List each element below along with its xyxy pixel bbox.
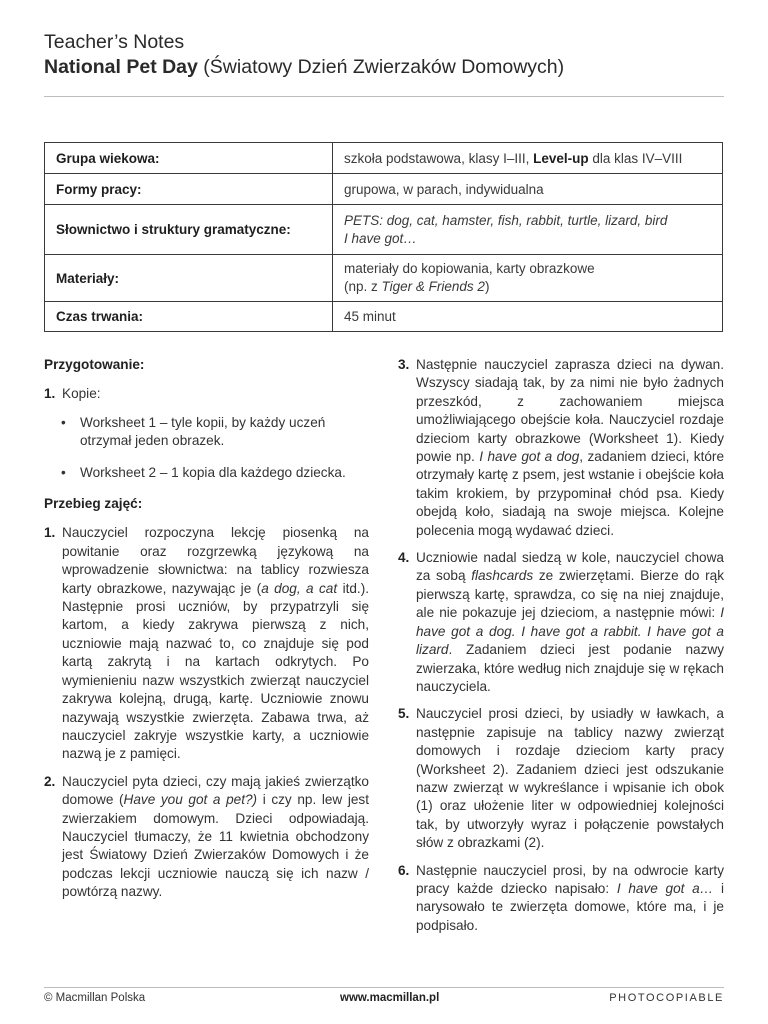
step-text-part: ze zwierzętami. Bierze do rąk pierwszą kartę, sprawdza, co się na niej znajduje, ale nie pokazuje jej dzieciom, a następnie mówi: [416,568,725,621]
step-text [62,525,369,761]
age-value-bold: Level-up [533,150,589,166]
copyright: © Macmillan Polska [44,992,146,1004]
materials-book-title: Tiger & Friends 2 [381,279,485,294]
table-row [45,174,723,205]
step-number: 3. [398,357,410,372]
age-label: Grupa wiekowa: [45,143,333,174]
forms-label: Formy pracy: [45,174,333,205]
step-number: 2. [44,773,56,789]
prep-item [44,385,369,403]
step-text-part: Następnie nauczyciel zaprasza dzieci na dywan. Wszyscy siadają tak, by za nimi nie było żadnych przeszkód, z zachowaniem miejsca umożliwiającego obejście koła. Nauczyciel rozdaje dzieciom karty obrazkowe (Worksheet 1). Kiedy powie np. [416,357,724,465]
right-column [398,356,724,944]
table-row [45,255,723,302]
materials-text: (np. z [344,279,382,294]
lesson-step [44,524,369,763]
step-italic: I have got a dog. I have got a rabbit. I have got a lizard [416,605,724,658]
time-value: 45 minut [333,302,723,332]
step-number: 5. [398,706,410,722]
step-italic: I have got a dog [479,449,580,465]
bullet-text: Worksheet 1 – tyle kopii, by każdy uczeń otrzymał jeden obrazek [80,414,326,449]
table-row [45,143,723,174]
step-number: 1. [44,525,56,541]
step-text-part: . Zadaniem dzieci jest podanie nazwy zwierzaka, które według nich znajduje się w rękach nauczyciela. [416,642,724,694]
materials-text-end: ) [484,279,490,294]
age-value-text: szkoła podstawowa, klasy I–III, [344,150,534,166]
document-type: Teacher’s Notes [44,31,185,53]
step-text [416,550,724,694]
lesson-step [398,356,724,540]
lesson-info-table [44,142,723,332]
lesson-step [44,773,369,902]
title-rest: (Światowy Dzień Zwierzaków Domowych) [197,56,565,78]
step-text [416,357,724,538]
table-row [45,302,723,332]
lesson-step [398,549,724,696]
step-italic: a dog, a cat [261,580,338,596]
step-italic: Have you got a pet?) [123,792,258,808]
step-text [416,863,724,933]
vocab-label: Słownictwo i struktury gramatyczne: [45,205,333,255]
title-bold: National Pet Day [44,56,198,78]
header-divider [44,96,724,97]
step-text: Nauczyciel prosi dzieci, by usiadły w ławkach, a następnie zapisuje na tablicy nazwy zwierząt domowych i rozdaje dzieciom karty pracy (Worksheet 2). Zadaniem dzieci jest odszukanie nazw zwierząt w wykreślance i wpisanie ich obok (1) oraz ułożenie liter w odpowiedniej kolejności tak, by utworzyły wyraz i połączenie powstałych słów z obrazkami (2). [416,706,724,851]
left-column [44,356,369,911]
bullet-period: . [220,433,225,449]
page-title [44,54,724,80]
step-number: 4. [398,550,410,566]
step-text-part: Uczniowie nadal siedzą w kole, nauczyciel chowa za sobą [416,550,724,584]
page-header [44,30,724,80]
step-italic: flashcards [471,568,534,584]
age-value-text-2: dla klas IV–VIII [588,150,683,166]
step-text-part: Następnie nauczyciel prosi, by na odwrocie karty pracy każde dziecko napisało: [416,862,724,896]
time-label: Czas trwania: [45,302,333,332]
step-text [62,774,369,899]
step-text-part: i narysowało te zwierzęta domowe, które ma, i je podpisało. [416,880,724,933]
bullet-item [44,414,369,451]
item-text: Kopie: [62,386,101,402]
bullet-item [44,464,369,482]
photocopiable-label: PHOTOCOPIABLE [609,992,724,1004]
materials-line-1: materiały do kopiowania, karty obrazkowe [344,261,595,276]
table-row [45,205,723,255]
vocab-line-1: PETS: dog, cat, hamster, fish, rabbit, turtle, lizard, bird [344,212,668,228]
website-link[interactable]: www.macmillan.pl [340,992,440,1004]
lesson-step [398,862,724,936]
vocab-line-2: I have got… [344,230,417,246]
materials-line-2 [344,278,711,296]
age-value [333,143,723,174]
lesson-step [398,705,724,852]
step-text-part: Nauczyciel rozpoczyna lekcję piosenką na powitanie oraz rozgrzewką językową na wprowadzenie słownictwa: na tablicy rozwiesza karty obrazkowe, nazywając je ( [62,525,369,596]
forms-value: grupowa, w parach, indywidualna [333,174,723,205]
page-footer [44,992,724,1006]
preparation-heading: Przygotowanie: [44,357,145,372]
step-number: 6. [398,862,410,878]
step-text-part: , zadaniem dzieci, które otrzymały kartę z psem, jest wstanie i obejście koła takim krokiem, by przypominał chód psa. Kiedy obejdą koło, siadają na swoje miejsca. Kolejne polecenia mogą wydawać dzieci. [416,449,725,538]
step-italic: I have got a… [616,880,714,896]
step-text-part: i czy np. lew jest zwierzakiem domowym. Dzieci odpowiadają. Nauczyciel tłumaczy, że 11 kwietnia obchodzony jest Światowy Dzień Zwierzaków Domowych i że podczas lekcji uczniowie nauczą się ich nazw / powtórzą nazwy. [62,792,370,900]
vocab-value [333,205,723,255]
bullet-text: Worksheet 2 – 1 kopia dla każdego dziecka [80,464,342,480]
footer-divider [44,987,724,988]
item-number: 1. [44,386,56,402]
materials-label: Materiały: [45,255,333,302]
materials-value [333,255,723,302]
bullet-period: . [341,464,346,480]
step-text-part: itd.). Następnie prosi uczniów, by przypatrzyli się kartom, a kiedy zakrywa pierwszą z nich, uczniowie mają nazwać to, co znajduje się pod kartą zakrytą i na kartach odkrytych. Po wymienieniu nazw wszystkich zwierząt nauczyciel zakrywa kolejną, drugą, kartę. Uczniowie znowu nazywają wszystkie zwierzęta. Zabawa trwa, aż nauczyciel zakryje wszystkie karty, a uczniowie nazwą je z pamięci. [62,580,370,762]
lesson-heading: Przebieg zajęć: [44,496,143,512]
step-text-part: Nauczyciel pyta dzieci, czy mają jakieś zwierzątko domowe ( [62,773,369,808]
